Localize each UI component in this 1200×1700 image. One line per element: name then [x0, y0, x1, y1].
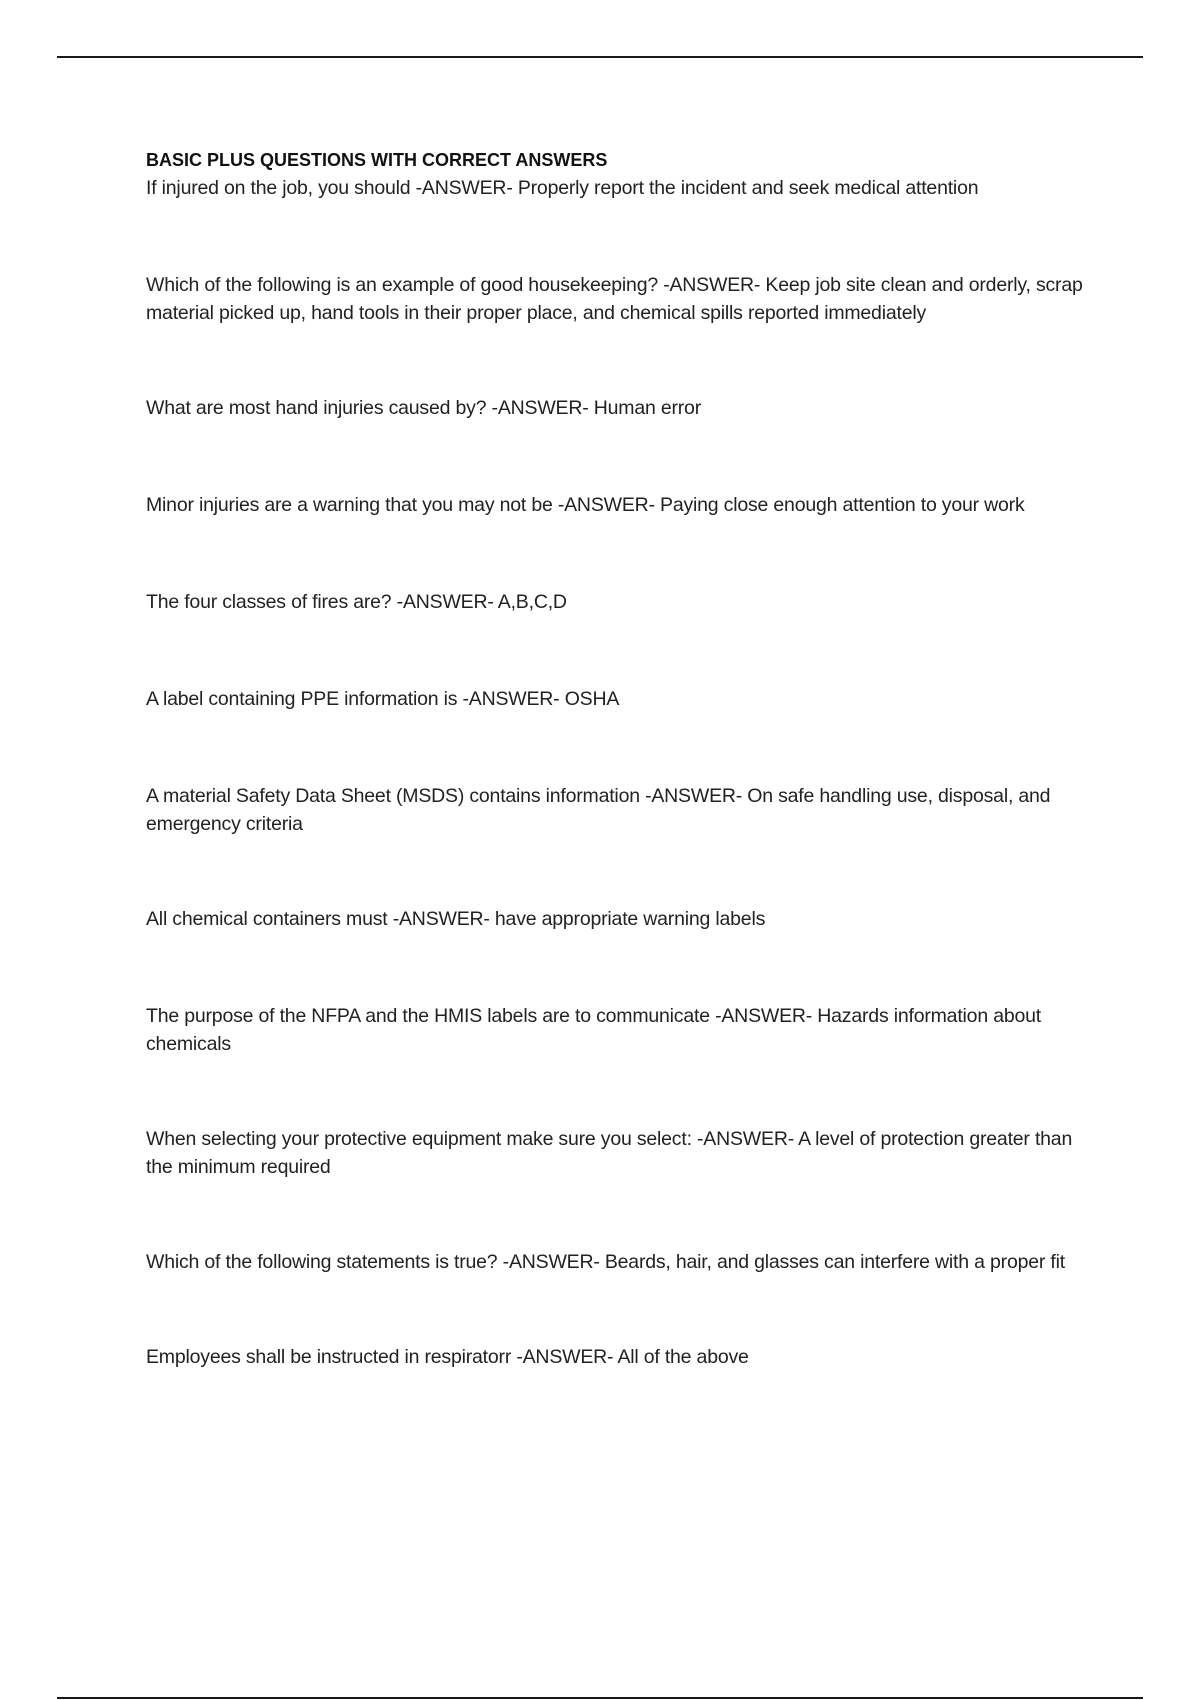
document-title: BASIC PLUS QUESTIONS WITH CORRECT ANSWERS	[146, 150, 608, 170]
qa-item: All chemical containers must -ANSWER- have appropriate warning labels	[146, 908, 766, 930]
qa-item: Which of the following is an example of good housekeeping? -ANSWER- Keep job site clean and orderly, scrap material picked up, hand tools in their proper place, and chemical spills reported immediately	[146, 274, 1083, 324]
qa-item: Employees shall be instructed in respiratorr -ANSWER- All of the above	[146, 1346, 749, 1368]
qa-item: What are most hand injuries caused by? -ANSWER- Human error	[146, 397, 701, 419]
footer-rule	[57, 1697, 1143, 1699]
qa-item: If injured on the job, you should -ANSWER- Properly report the incident and seek medical attention	[146, 177, 979, 199]
qa-item: The four classes of fires are? -ANSWER- A,B,C,D	[146, 591, 567, 613]
qa-item: The purpose of the NFPA and the HMIS labels are to communicate -ANSWER- Hazards information about chemicals	[146, 1005, 1041, 1055]
qa-item: When selecting your protective equipment make sure you select: -ANSWER- A level of protection greater than the minimum required	[146, 1128, 1073, 1178]
qa-item: Minor injuries are a warning that you may not be -ANSWER- Paying close enough attention to your work	[146, 494, 1025, 516]
qa-item: A label containing PPE information is -ANSWER- OSHA	[146, 688, 620, 710]
qa-item: Which of the following statements is true? -ANSWER- Beards, hair, and glasses can interfere with a proper fit	[146, 1251, 1065, 1273]
qa-item: A material Safety Data Sheet (MSDS) contains information -ANSWER- On safe handling use, disposal, and emergency criteria	[146, 785, 1051, 835]
document-body	[146, 148, 1096, 1371]
header-rule	[57, 56, 1143, 58]
